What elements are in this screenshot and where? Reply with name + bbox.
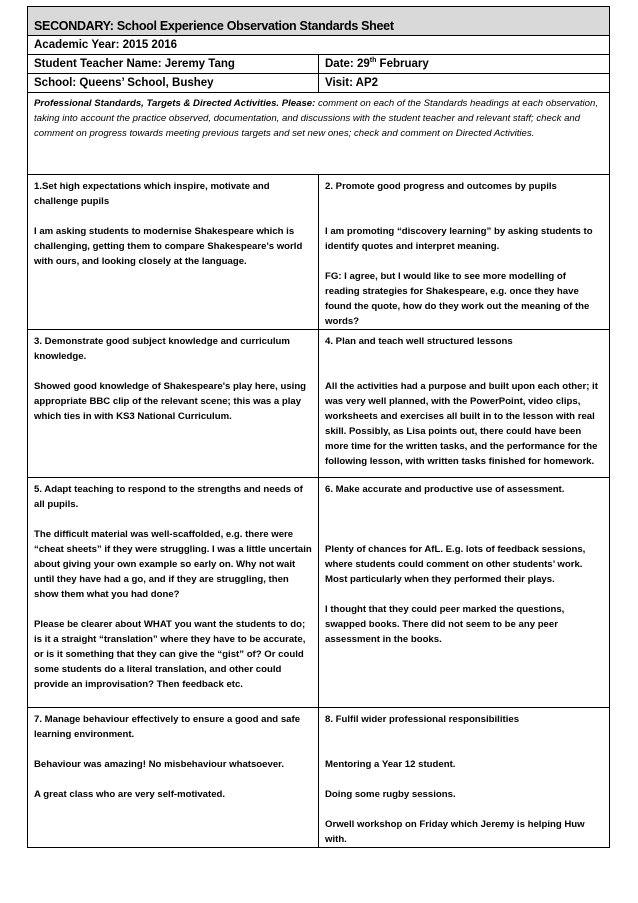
academic-year: Academic Year: 2015 2016: [28, 36, 610, 55]
standard-3-heading: 3. Demonstrate good subject knowledge and curriculum knowledge.: [34, 336, 290, 362]
visit-label: Visit: AP2: [319, 74, 610, 93]
instructions: [28, 93, 610, 175]
observation-table: [27, 6, 610, 848]
standard-4-cell: [319, 330, 610, 478]
date-prefix: Date: 29: [325, 58, 370, 70]
instructions-body: comment on each of the Standards headings at each observation, taking into account the practice observed, documentation, and discussions with the student teacher and relevant staff; check and comment on progress towards meeting previous targets and set new ones; check and comment on Directed Activities.: [34, 98, 599, 139]
standard-5-heading: 5. Adapt teaching to respond to the strengths and needs of all pupils.: [34, 484, 303, 510]
instructions-lead: Professional Standards, Targets & Directed Activities. Please:: [34, 98, 316, 109]
standard-7-comment-2: A great class who are very self-motivated.: [34, 789, 226, 800]
school-name: School: Queens’ School, Bushey: [28, 74, 319, 93]
standard-2-comment-2: FG: I agree, but I would like to see more modelling of reading strategies for Shakespeare, e.g. once they have found the quote, how do they work out the meaning of the words?: [325, 271, 590, 327]
standard-7-comment-1: Behaviour was amazing! No misbehaviour whatsoever.: [34, 759, 285, 770]
standard-1-heading: 1.Set high expectations which inspire, motivate and challenge pupils: [34, 181, 270, 207]
sheet-title: SECONDARY: School Experience Observation Standards Sheet: [28, 7, 610, 36]
standard-2-comment-1: I am promoting “discovery learning” by asking students to identify quotes and interpret meaning.: [325, 226, 593, 252]
date-suffix: February: [376, 58, 429, 70]
standard-4-comment-1: All the activities had a purpose and built upon each other; it was very well planned, with the PowerPoint, video clips, worksheets and exercises all built in to the lesson with real skill. Possibly, as Lisa points out, there could have been more time for the written tasks, and the performance for the following lesson, with written tasks finished for homework.: [325, 381, 598, 467]
standard-3-comment-1: Showed good knowledge of Shakespeare's play here, using appropriate BBC clip of the relevant scene; this was a play which ties in with KS3 National Curriculum.: [34, 381, 307, 422]
observation-sheet: [27, 6, 609, 848]
standard-7-heading: 7. Manage behaviour effectively to ensure a good and safe learning environment.: [34, 714, 301, 740]
standard-5-comment-2: Please be clearer about WHAT you want the students to do; is it a straight “translation” where they have to be accurate, or is it something that they can give the “gist” of? Or could some students do a literal translation, and other could provide an improvisation? Then feedback etc.: [34, 619, 306, 690]
standard-8-cell: [319, 708, 610, 848]
observation-date: [319, 55, 610, 74]
standard-8-comment-1: Mentoring a Year 12 student.: [325, 759, 456, 770]
standard-7-cell: [28, 708, 319, 848]
standard-5-comment-1: The difficult material was well-scaffolded, e.g. there were “cheat sheets” if they were struggling. I was a little uncertain about giving your own example so early on. Why not wait until they have had a go, and if they are struggling, then show them what you had done?: [34, 529, 312, 600]
standard-5-cell: [28, 478, 319, 708]
standard-1-cell: [28, 175, 319, 330]
standard-1-comment-1: I am asking students to modernise Shakespeare which is challenging, getting them to compare Shakespeare's world with ours, and looking closely at the language.: [34, 226, 303, 267]
student-teacher-name: Student Teacher Name: Jeremy Tang: [28, 55, 319, 74]
standard-2-heading: 2. Promote good progress and outcomes by pupils: [325, 181, 557, 192]
standard-2-cell: [319, 175, 610, 330]
standard-8-heading: 8. Fulfil wider professional responsibilities: [325, 714, 520, 725]
standard-6-heading: 6. Make accurate and productive use of assessment.: [325, 484, 565, 495]
standard-3-cell: [28, 330, 319, 478]
standard-4-heading: 4. Plan and teach well structured lessons: [325, 336, 513, 347]
date-superscript: th: [369, 57, 377, 65]
standard-8-comment-3: Orwell workshop on Friday which Jeremy is helping Huw with.: [325, 819, 585, 845]
standard-6-comment-1: Plenty of chances for AfL. E.g. lots of feedback sessions, where students could comment on other students’ work. Most particularly when they performed their plays.: [325, 544, 586, 585]
standard-8-comment-2: Doing some rugby sessions.: [325, 789, 456, 800]
standard-6-cell: [319, 478, 610, 708]
standard-6-comment-2: I thought that they could peer marked the questions, swapped books. There did not seem to be any peer assessment in the books.: [325, 604, 565, 645]
